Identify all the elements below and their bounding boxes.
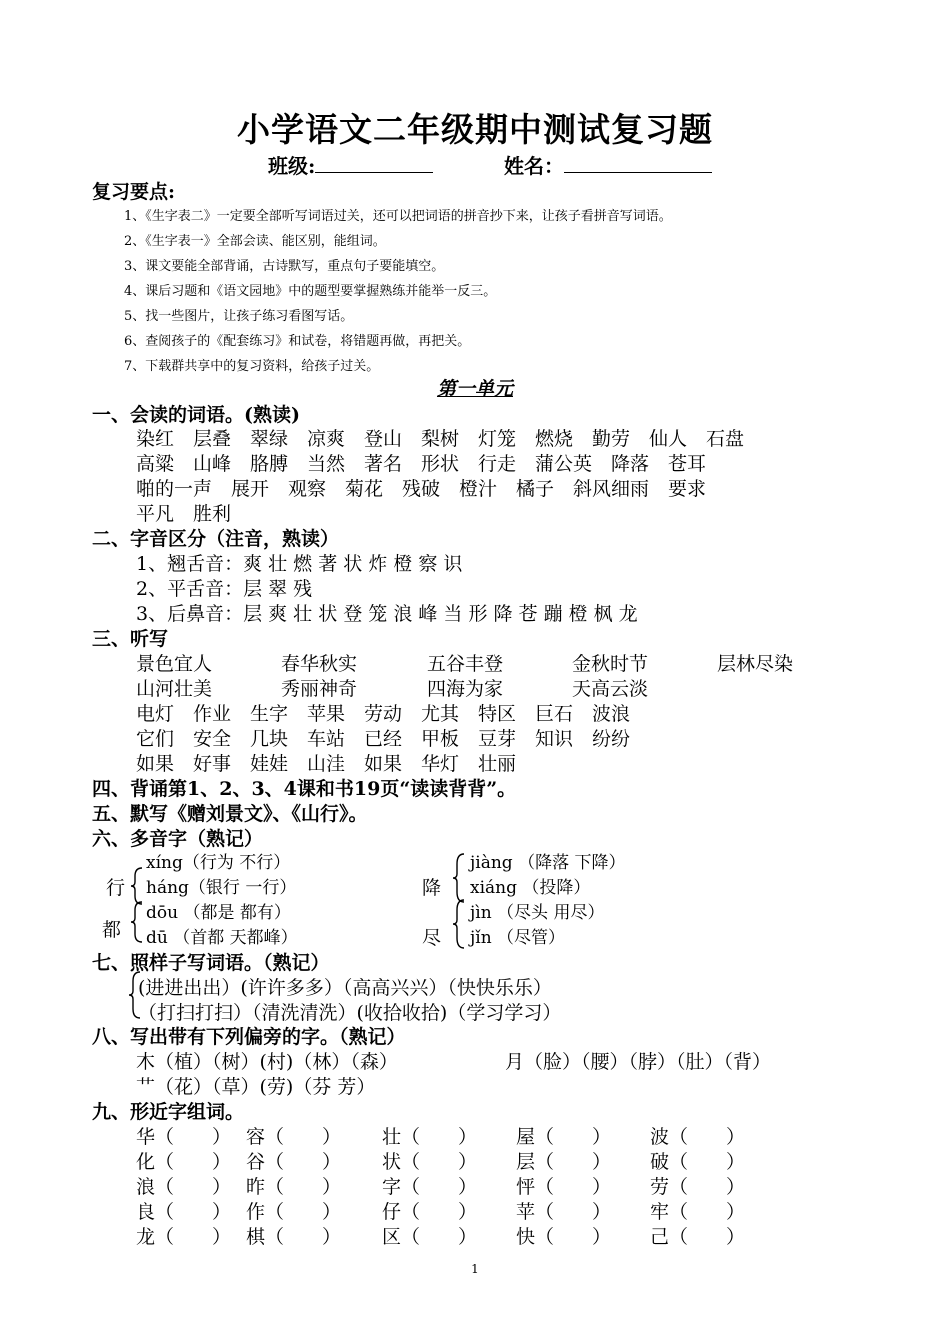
word-row: 它们 安全 几块 车站 已经 甲板 豆芽 知识 纷纷 bbox=[136, 728, 631, 750]
word-blank-item[interactable]: 破（ ） bbox=[650, 1151, 746, 1173]
word-row: 高粱 山峰 胳膊 当然 著名 形状 行走 蒲公英 降落 苍耳 bbox=[136, 453, 707, 475]
class-label: 班级: bbox=[268, 154, 316, 178]
idiom: 五谷丰登 bbox=[427, 653, 504, 675]
radical-row: 艹（花）（草）(劳)（芬 芳） bbox=[136, 1076, 376, 1098]
pinyin-line: dū （首都 天都峰） bbox=[146, 928, 298, 948]
word-blank-item[interactable]: 壮（ ） bbox=[382, 1126, 478, 1148]
review-point: 6、查阅孩子的《配套练习》和试卷，将错题再做，再把关。 bbox=[124, 334, 471, 349]
word-row: 染红 层叠 翠绿 凉爽 登山 梨树 灯笼 燃烧 勤劳 仙人 石盘 bbox=[136, 428, 745, 450]
section-heading: 五、默写《赠刘景文》、《山行》。 bbox=[92, 803, 368, 825]
word-blank-item[interactable]: 怦（ ） bbox=[516, 1176, 612, 1198]
idiom: 春华秋实 bbox=[281, 653, 358, 675]
pronunciation-row: 3、后鼻音：层 爽 壮 状 登 笼 浪 峰 当 形 降 苍 蹦 橙 枫 龙 bbox=[136, 603, 638, 625]
word-blank-item[interactable]: 棋（ ） bbox=[246, 1226, 342, 1248]
idiom: 景色宜人 bbox=[136, 653, 213, 675]
unit-title: 第一单元 bbox=[436, 378, 513, 400]
section-heading: 一、会读的词语。(熟读) bbox=[92, 404, 300, 426]
name-field bbox=[504, 150, 712, 179]
pinyin-line: dōu （都是 都有） bbox=[146, 903, 291, 923]
polyphone-char: 行 bbox=[106, 877, 126, 899]
idiom: 秀丽神奇 bbox=[281, 678, 358, 700]
word-row: 啪的一声 展开 观察 菊花 残破 橙汁 橘子 斜风细雨 要求 bbox=[136, 478, 707, 500]
word-blank-item[interactable]: 层（ ） bbox=[516, 1151, 612, 1173]
left-brace-icon bbox=[452, 898, 466, 950]
radical-row: 月（脸）（腰）（脖）（肚）（背） bbox=[505, 1051, 772, 1073]
word-blank-item[interactable]: 屋（ ） bbox=[516, 1126, 612, 1148]
section-heading: 二、字音区分（注音，熟读） bbox=[92, 528, 340, 550]
word-blank-item[interactable]: 区（ ） bbox=[382, 1226, 478, 1248]
page-number: 1 bbox=[471, 1262, 479, 1276]
section-heading: 六、多音字（熟记） bbox=[92, 828, 264, 850]
word-blank-item[interactable]: 仔（ ） bbox=[382, 1201, 478, 1223]
review-point: 2、《生字表一》全部会读、能区别，能组词。 bbox=[124, 234, 386, 249]
idiom: 金秋时节 bbox=[572, 653, 649, 675]
name-label: 姓名： bbox=[504, 154, 564, 178]
word-blank-item[interactable]: 己（ ） bbox=[650, 1226, 746, 1248]
section-heading: 九、形近字组词。 bbox=[92, 1101, 245, 1123]
page-title: 小学语文二年级期中测试复习题 bbox=[237, 110, 713, 149]
word-blank-item[interactable]: 作（ ） bbox=[246, 1201, 342, 1223]
polyphone-char: 尽 bbox=[422, 927, 442, 949]
polyphone-char: 降 bbox=[422, 877, 442, 899]
review-point: 4、课后习题和《语文园地》中的题型要掌握熟练并能举一反三。 bbox=[124, 284, 497, 299]
section-heading: 三、听写 bbox=[92, 628, 169, 650]
word-blank-item[interactable]: 昨（ ） bbox=[246, 1176, 342, 1198]
review-point: 3、课文要能全部背诵，古诗默写，重点句子要能填空。 bbox=[124, 259, 445, 274]
review-heading: 复习要点: bbox=[92, 181, 176, 203]
idiom: 天高云淡 bbox=[572, 678, 649, 700]
word-blank-item[interactable]: 状（ ） bbox=[382, 1151, 478, 1173]
word-blank-item[interactable]: 波（ ） bbox=[650, 1126, 746, 1148]
left-brace-icon bbox=[130, 900, 144, 944]
pinyin-line: jǐn （尽管） bbox=[470, 928, 566, 948]
idiom: 层林尽染 bbox=[717, 653, 794, 675]
word-row: 平凡 胜利 bbox=[136, 503, 232, 525]
section-heading: 四、背诵第1、2、3、4课和书19页“读读背背”。 bbox=[92, 778, 517, 800]
word-row: 如果 好事 娃娃 山洼 如果 华灯 壮丽 bbox=[136, 753, 517, 775]
pronunciation-row: 1、翘舌音：爽 壮 燃 著 状 炸 橙 察 识 bbox=[136, 553, 463, 575]
pinyin-line: háng（银行 一行） bbox=[146, 878, 297, 898]
pinyin-line: jiàng （降落 下降） bbox=[470, 853, 626, 873]
review-point: 5、找一些图片，让孩子练习看图写话。 bbox=[124, 309, 354, 324]
word-blank-item[interactable]: 化（ ） bbox=[136, 1151, 232, 1173]
pronunciation-row: 2、平舌音：层 翠 残 bbox=[136, 578, 313, 600]
word-blank-item[interactable]: 龙（ ） bbox=[136, 1226, 232, 1248]
left-brace-icon bbox=[452, 852, 466, 904]
review-point: 1、《生字表二》一定要全部听写词语过关，还可以把词语的拼音抄下来，让孩子看拼音写词语。 bbox=[124, 209, 672, 224]
word-blank-item[interactable]: 浪（ ） bbox=[136, 1176, 232, 1198]
example-row: (进进出出）(许许多多）（高高兴兴）（快快乐乐） bbox=[138, 977, 552, 999]
class-field bbox=[268, 150, 433, 179]
review-point: 7、下载群共享中的复习资料，给孩子过关。 bbox=[124, 359, 380, 374]
word-blank-item[interactable]: 华（ ） bbox=[136, 1126, 232, 1148]
example-row: （打扫打扫）（清洗清洗）(收拾收拾)（学习学习） bbox=[138, 1002, 562, 1024]
word-row: 电灯 作业 生字 苹果 劳动 尤其 特区 巨石 波浪 bbox=[136, 703, 631, 725]
word-blank-item[interactable]: 良（ ） bbox=[136, 1201, 232, 1223]
word-blank-item[interactable]: 劳（ ） bbox=[650, 1176, 746, 1198]
name-blank[interactable] bbox=[564, 154, 712, 173]
section-heading: 七、照样子写词语。（熟记） bbox=[92, 952, 330, 974]
word-blank-item[interactable]: 字（ ） bbox=[382, 1176, 478, 1198]
word-blank-item[interactable]: 苹（ ） bbox=[516, 1201, 612, 1223]
word-blank-item[interactable]: 牢（ ） bbox=[650, 1201, 746, 1223]
radical-row: 木（植）（树）(村)（林）（森） bbox=[136, 1051, 398, 1073]
pinyin-line: xíng（行为 不行） bbox=[146, 853, 291, 873]
idiom: 山河壮美 bbox=[136, 678, 213, 700]
word-blank-item[interactable]: 容（ ） bbox=[246, 1126, 342, 1148]
section-heading: 八、写出带有下列偏旁的字。（熟记） bbox=[92, 1026, 406, 1048]
pinyin-line: jìn （尽头 用尽） bbox=[470, 903, 605, 923]
word-blank-item[interactable]: 快（ ） bbox=[516, 1226, 612, 1248]
polyphone-char: 都 bbox=[102, 919, 122, 941]
idiom: 四海为家 bbox=[427, 678, 504, 700]
class-blank[interactable] bbox=[315, 154, 433, 173]
pinyin-line: xiáng （投降） bbox=[470, 878, 591, 898]
word-blank-item[interactable]: 谷（ ） bbox=[246, 1151, 342, 1173]
